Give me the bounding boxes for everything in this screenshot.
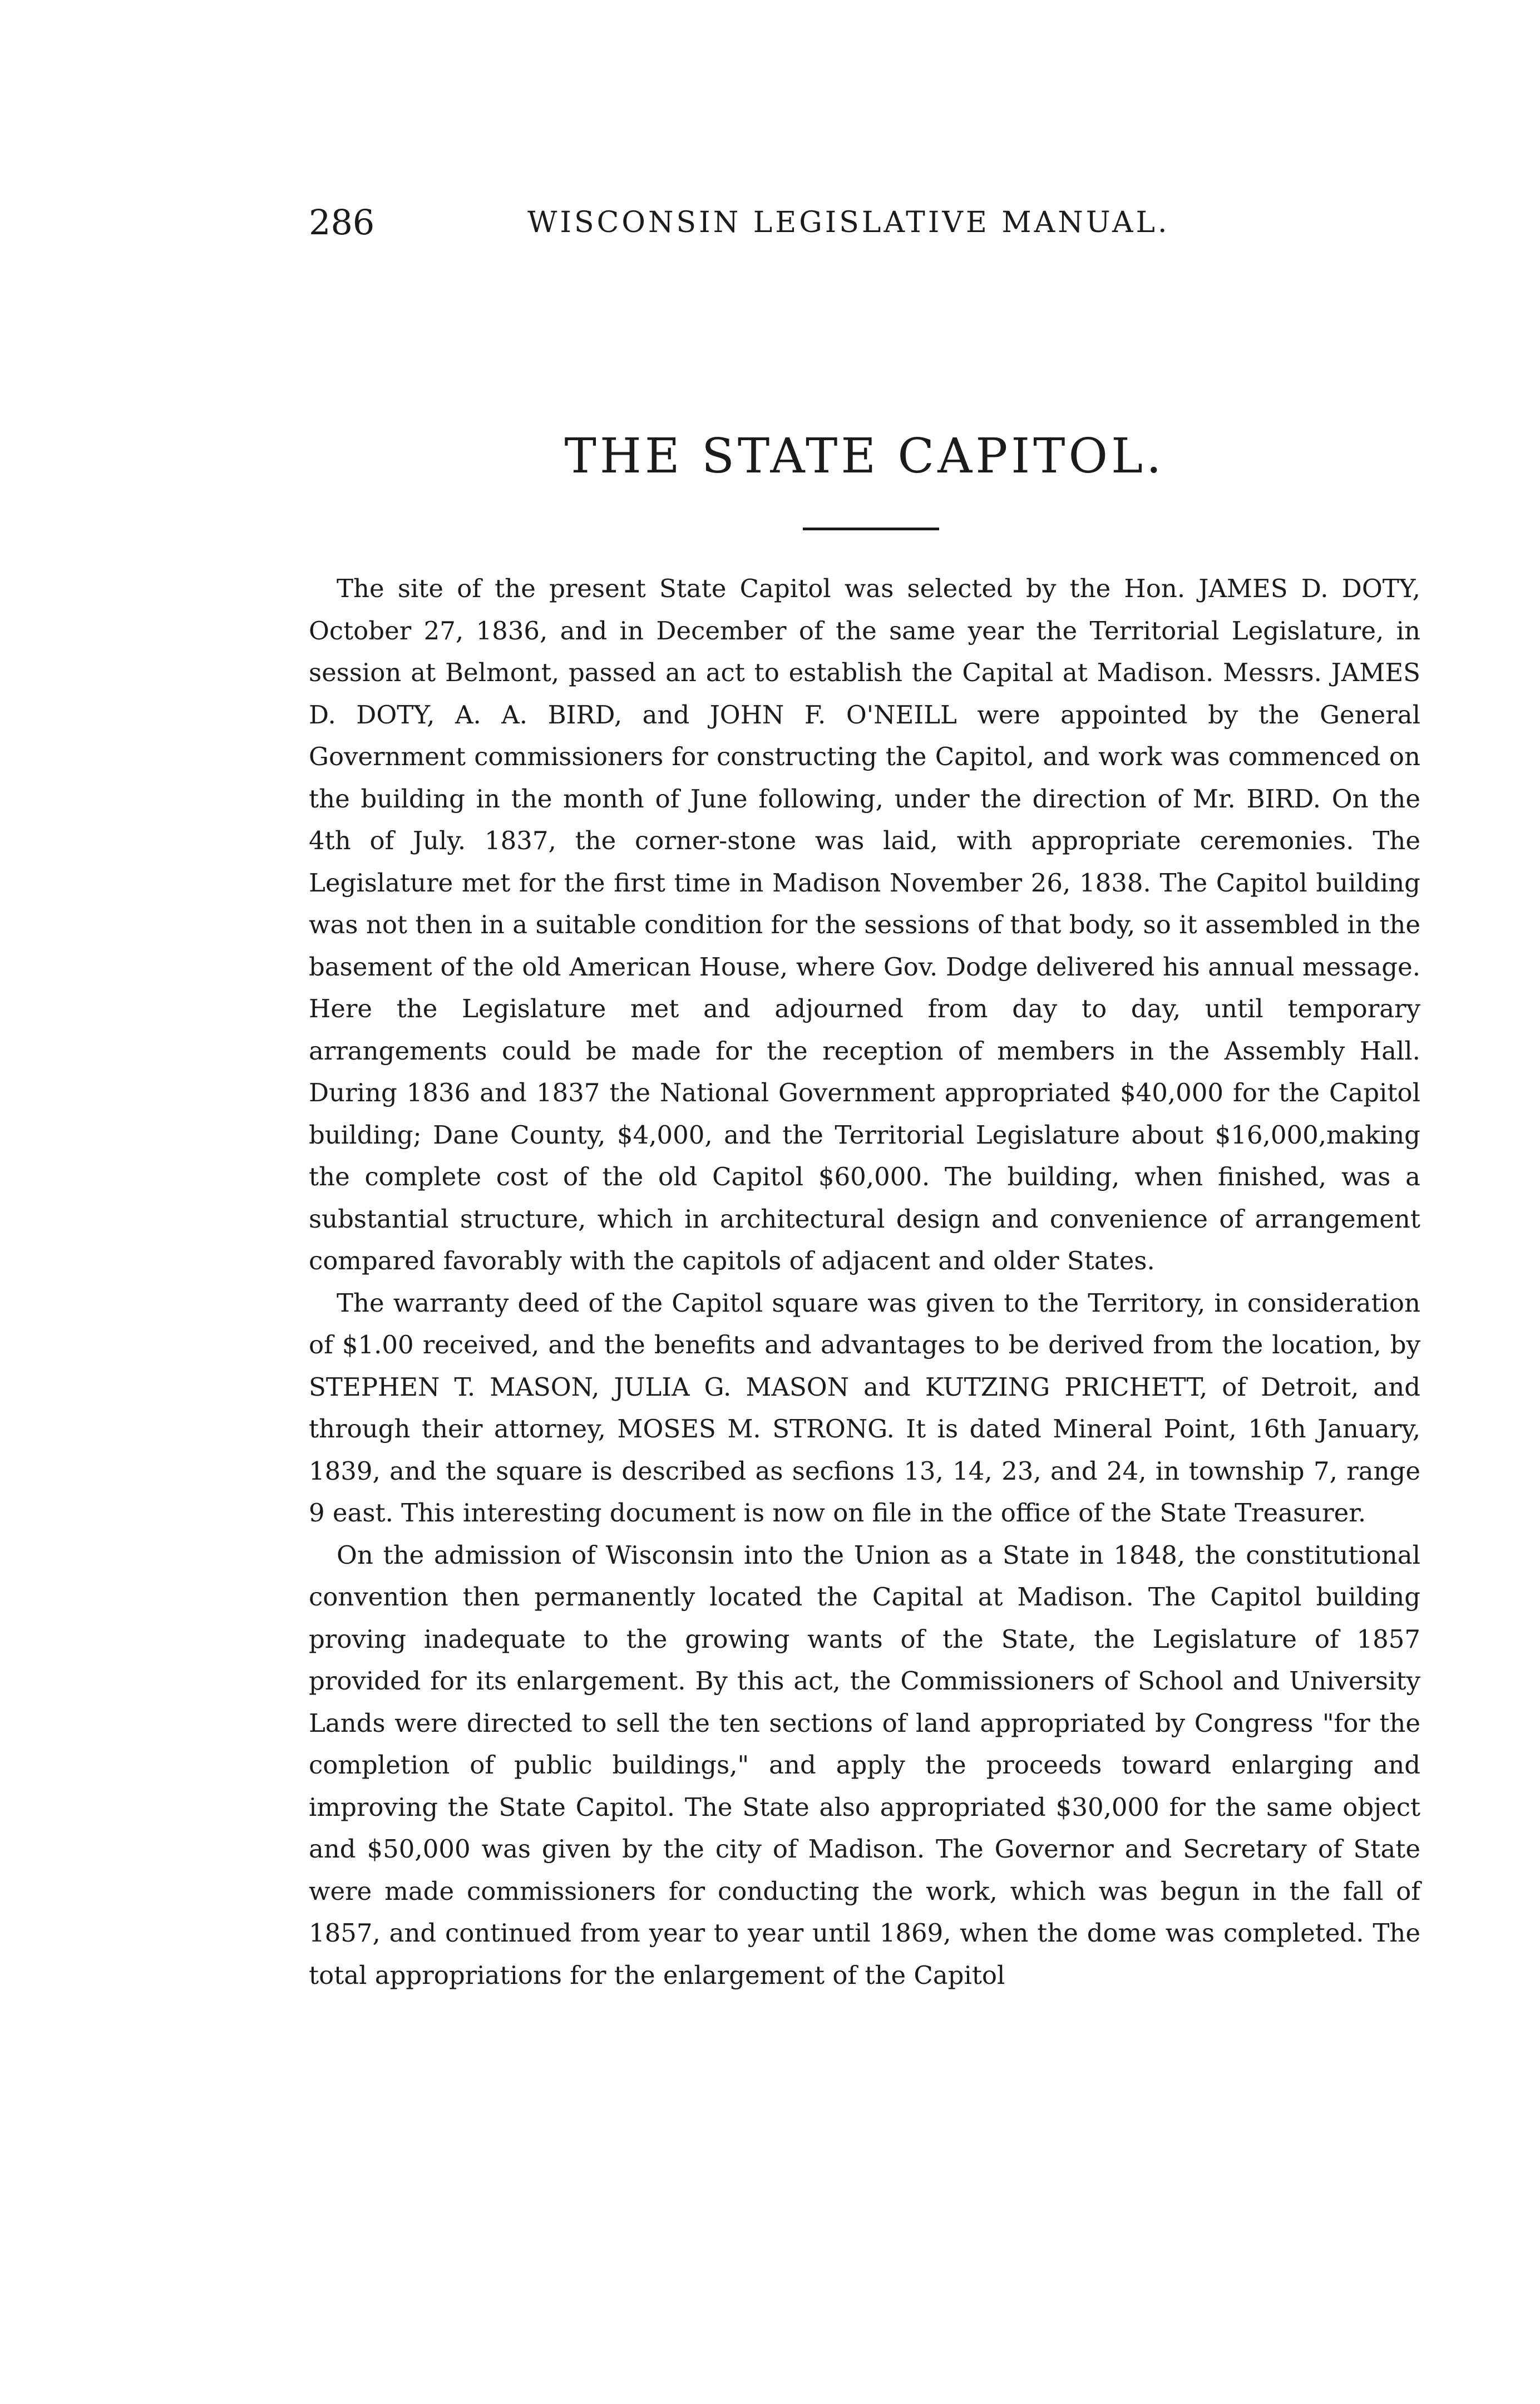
body-text (309, 568, 1420, 1996)
paragraph-enlargement: On the admission of Wisconsin into the Union as a State in 1848, the constitutional convention then permanently located the Capital at Madison. The Capitol building proving inadequate to the growing wants of the State, the Legislature of 1857 provided for its enlargement. By this act, the Commissioners of School and University Lands were directed to sell the ten sections of land appropriated by Congress "for the completion of public buildings," and apply the proceeds toward enlarging and improving the State Capitol. The State also appropriated $30,000 for the same object and $50,000 was given by the city of Madison. The Governor and Secretary of State were made commissioners for conducting the work, which was begun in the fall of 1857, and continued from year to year until 1869, when the dome was completed. The total appropriations for the enlargement of the Capitol (309, 1540, 1420, 1990)
running-head (309, 198, 1310, 248)
chapter-title: THE STATE CAPITOL. (564, 428, 1165, 484)
title-rule (803, 528, 939, 530)
paragraph-warranty-deed: The warranty deed of the Capitol square was given to the Territory, in consideration of $1.00 received, and the benefits and advantages to be derived from the location, by STEPHEN T. MASON, JULIA G. MASON and KUTZING PRICHETT, of Detroit, and through their attorney, MOSES M. STRONG. It is dated Mineral Point, 16th January, 1839, and the square is described as secfions 13, 14, 23, and 24, in township 7, range 9 east. This interesting document is now on file in the office of the State Treasurer. (309, 1288, 1420, 1528)
running-head-title: WISCONSIN LEGISLATIVE MANUAL. (527, 206, 1170, 239)
page-number: 286 (309, 202, 375, 243)
paragraph-site-selection: The site of the present State Capitol was selected by the Hon. JAMES D. DOTY, October 27, 1836, and in December of the same year the Territorial Legislature, in session at Belmont, passed an act to establish the Capital at Madison. Messrs. JAMES D. DOTY, A. A. BIRD, and JOHN F. O'NEILL were appointed by the General Government commissioners for constructing the Capitol, and work was commenced on the building in the month of June following, under the direction of Mr. BIRD. On the 4th of July. 1837, the corner-stone was laid, with appropriate ceremonies. The Legislature met for the first time in Madison November 26, 1838. The Capitol building was not then in a suitable condition for the sessions of that body, so it assembled in the basement of the old American House, where Gov. Dodge delivered his annual message. Here the Legislature met and adjourned from day to day, until temporary arrangements could be made for the reception of members in the Assembly Hall. During 1836 and 1837 the National Government appropriated $40,000 for the Capitol building; Dane County, $4,000, and the Territorial Legislature about $16,000,making the complete cost of the old Capitol $60,000. The building, when finished, was a substantial structure, which in architectural design and convenience of arrangement compared favorably with the capitols of adjacent and older States. (309, 574, 1420, 1275)
